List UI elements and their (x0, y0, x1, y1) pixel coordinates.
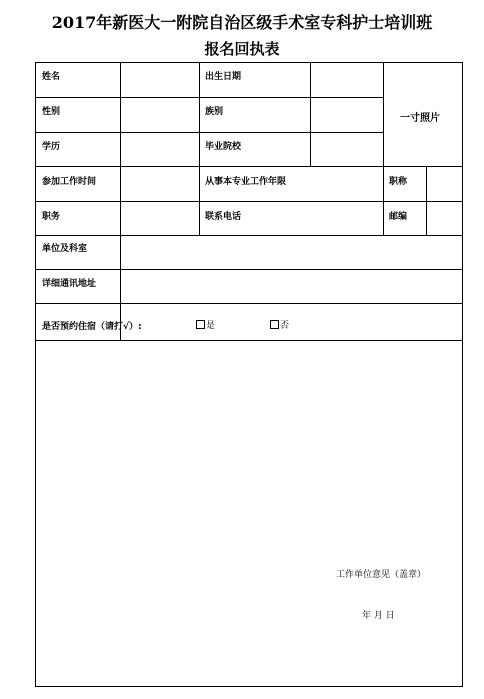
label-address: 详细通讯地址 (42, 279, 97, 289)
option-no-label: 否 (280, 321, 290, 331)
unit-opinion-area[interactable] (37, 341, 462, 685)
label-phone: 联系电话 (205, 212, 242, 222)
postcode-input[interactable] (427, 202, 462, 235)
unit-dept-input[interactable] (121, 236, 462, 269)
label-birth-date: 出生日期 (205, 72, 242, 82)
registration-form-table (35, 62, 463, 687)
col-divider (199, 63, 200, 235)
label-years-in-specialty: 从事本专业工作年限 (205, 177, 287, 187)
accommodation-no-option[interactable] (270, 318, 289, 331)
label-graduated-from: 毕业院校 (205, 142, 242, 152)
photo-placeholder: 一寸照片 (400, 113, 440, 124)
checkbox-no[interactable] (270, 320, 279, 329)
birth-date-input[interactable] (311, 64, 382, 97)
position-input[interactable] (121, 202, 198, 235)
label-education: 学历 (42, 142, 61, 152)
label-postcode: 邮编 (389, 212, 408, 222)
phone-input[interactable] (311, 202, 382, 235)
label-position: 职务 (42, 212, 61, 222)
label-title: 职称 (389, 177, 408, 187)
label-ethnicity: 族别 (205, 107, 224, 117)
row-divider (36, 166, 462, 167)
checkbox-yes[interactable] (196, 320, 205, 329)
label-gender: 性别 (42, 107, 61, 117)
accommodation-question: 是否预约住宿（请打√）: (42, 322, 142, 332)
name-input[interactable] (121, 64, 198, 97)
education-input[interactable] (121, 133, 198, 166)
form-subtitle: 报名回执表 (204, 40, 280, 58)
ethnicity-input[interactable] (311, 98, 382, 132)
label-name: 姓名 (42, 72, 61, 82)
label-work-start: 参加工作时间 (42, 177, 97, 187)
row-divider (36, 303, 462, 304)
unit-opinion-label: 工作单位意见（盖章） (336, 570, 427, 580)
title-input[interactable] (427, 167, 462, 201)
label-unit-dept: 单位及科室 (42, 244, 88, 254)
accommodation-yes-option[interactable] (196, 318, 215, 331)
graduated-from-input[interactable] (311, 133, 382, 166)
gender-input[interactable] (121, 98, 198, 132)
form-title: 2017年新医大一附院自治区级手术室专科护士培训班 (51, 13, 433, 32)
option-yes-label: 是 (206, 321, 216, 331)
years-in-specialty-input[interactable] (311, 167, 382, 201)
date-label: 年 月 日 (362, 611, 395, 621)
row-divider (36, 201, 462, 202)
work-start-input[interactable] (121, 167, 198, 201)
address-input[interactable] (121, 270, 462, 303)
col-divider (383, 63, 384, 235)
